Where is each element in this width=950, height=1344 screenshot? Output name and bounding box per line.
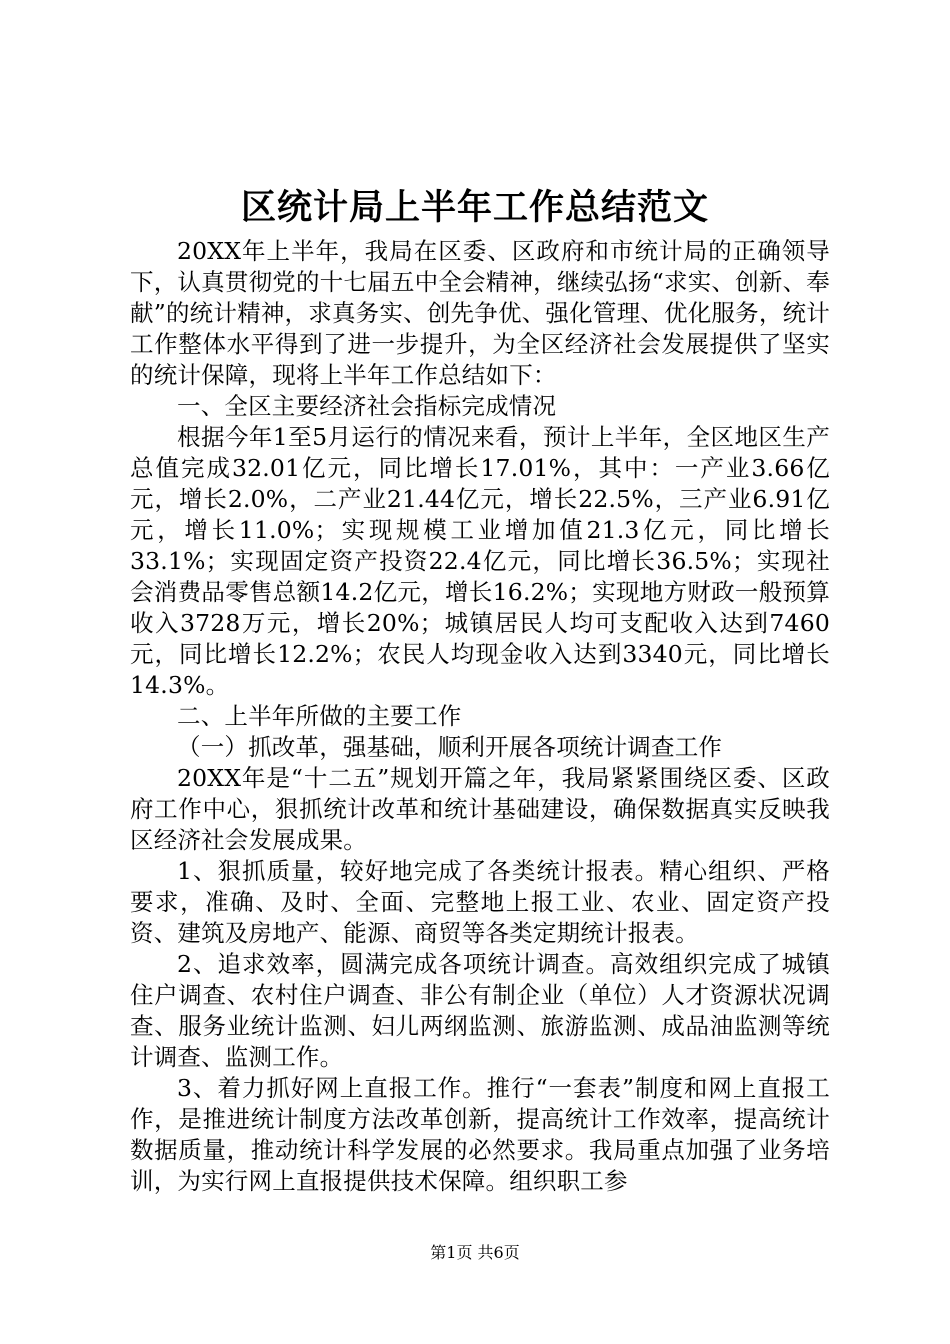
paragraph-intro: 20XX年上半年，我局在区委、区政府和市统计局的正确领导下，认真贯彻党的十七届五中全会精神，继续弘扬“求实、创新、奉献”的统计精神，求真务实、创先争优、强化管理、优化服务，统计工作整体水平得到了进一步提升，为全区经济社会发展提供了坚实的统计保障，现将上半年工作总结如下： bbox=[130, 237, 830, 389]
paragraph-indicators: 根据今年1至5月运行的情况来看，预计上半年，全区地区生产总值完成32.01亿元，同比增长17.01%，其中：一产业3.66亿元，增长2.0%，二产业21.44亿元，增长22.5%，三产业6.91亿元，增长11.0%；实现规模工业增加值21.3亿元，同比增长33.1%；实现固定资产投资22.4亿元，同比增长36.5%；实现社会消费品零售总额14.2亿元，增长16.2%；实现地方财政一般预算收入3728万元，增长20%；城镇居民人均可支配收入达到7460元，同比增长12.2%；农民人均现金收入达到3340元，同比增长14.3%。 bbox=[130, 423, 830, 699]
section-heading-1: 一、全区主要经济社会指标完成情况 bbox=[177, 392, 557, 420]
paragraph-item-2: 2、追求效率，圆满完成各项统计调查。高效组织完成了城镇住户调查、农村住户调查、非公有制企业（单位）人才资源状况调查、服务业统计监测、妇儿两纲监测、旅游监测、成品油监测等统计调查、监测工作。 bbox=[130, 950, 830, 1071]
paragraph-item-3: 3、着力抓好网上直报工作。推行“一套表”制度和网上直报工作，是推进统计制度方法改革创新，提高统计工作效率，提高统计数据质量，推动统计科学发展的必然要求。我局重点加强了业务培训，为实行网上直报提供技术保障。组织职工参 bbox=[130, 1074, 830, 1195]
document-body bbox=[130, 236, 830, 1197]
paragraph-item-1: 1、狠抓质量，较好地完成了各类统计报表。精心组织、严格要求，准确、及时、全面、完整地上报工业、农业、固定资产投资、建筑及房地产、能源、商贸等各类定期统计报表。 bbox=[130, 857, 830, 947]
section-heading-2: 二、上半年所做的主要工作 bbox=[177, 702, 462, 730]
document-title: 区统计局上半年工作总结范文 bbox=[240, 187, 709, 228]
paragraph-reform: 20XX年是“十二五”规划开篇之年，我局紧紧围绕区委、区政府工作中心，狠抓统计改革和统计基础建设，确保数据真实反映我区经济社会发展成果。 bbox=[130, 764, 830, 854]
subsection-heading-1: （一）抓改革，强基础，顺利开展各项统计调查工作 bbox=[177, 733, 723, 761]
page-footer: 第1页 共6页 bbox=[430, 1243, 520, 1262]
